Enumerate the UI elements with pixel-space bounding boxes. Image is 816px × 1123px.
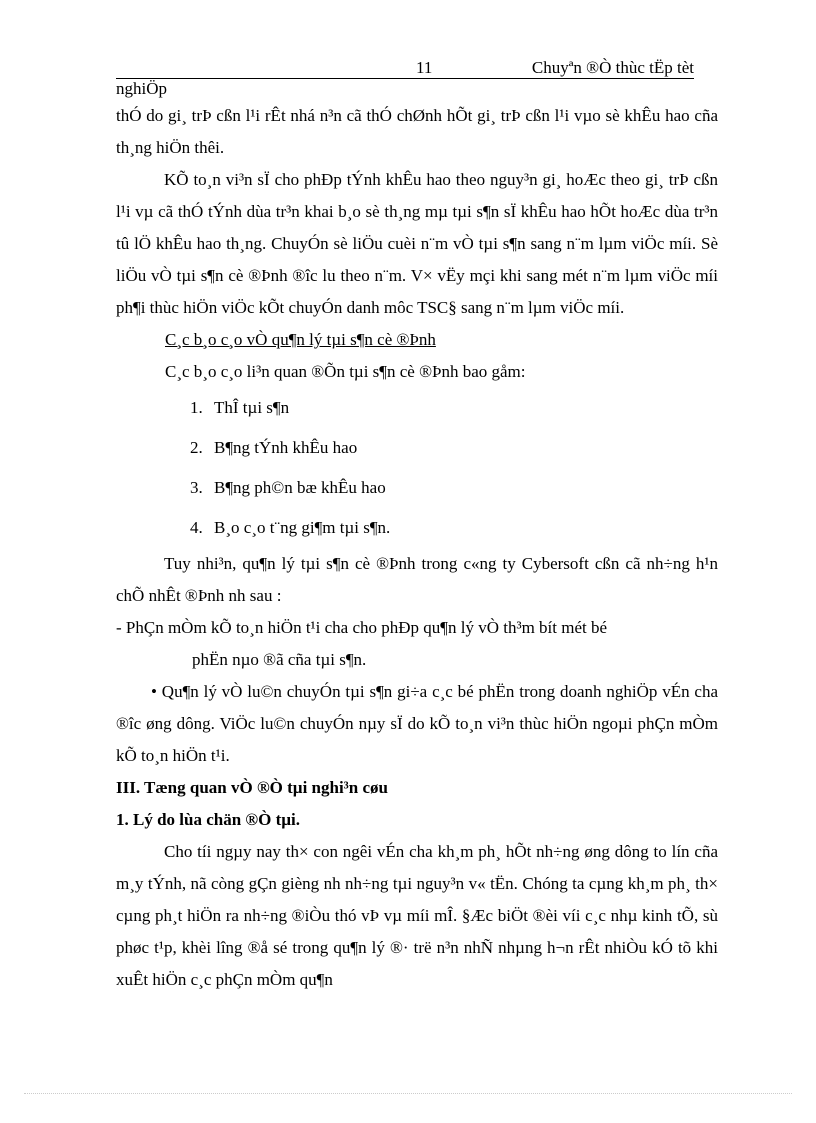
page-bottom-divider bbox=[24, 1093, 792, 1094]
paragraph: KÕ to¸n vi³n sÏ cho phÐp tÝnh khÊu hao theo nguy³n gi¸ hoÆc theo gi¸ trÞ cßn l¹i vµ cã thÓ tÝnh dùa tr³n khai b¸o sè th¸ng mµ tµi s¶n sÏ khÊu hao hÕt hoÆc dùa tr³n tû lÖ khÊu hao th¸ng. ChuyÓn sè liÖu cuèi n¨m vÒ tµi s¶n sang n¨m lµm viÖc míi. Sè liÖu vÒ tµi s¶n cè ®Þnh ®îc lu theo n¨m. V× vËy mçi khi sang mét n¨m lµm viÖc míi ph¶i thùc hiÖn viÖc kÕt chuyÓn danh môc TSC§ sang n¨m lµm viÖc míi. bbox=[116, 170, 718, 317]
document-body bbox=[116, 100, 718, 996]
page-header bbox=[116, 58, 718, 80]
header-title-continuation: nghiÖp bbox=[116, 79, 167, 98]
paragraph: thÓ do gi¸ trÞ cßn l¹i rÊt nhá n³n cã thÓ chØnh hÕt gi¸ trÞ cßn l¹i vµo sè khÊu hao cña th¸ng hiÖn thêi. bbox=[116, 106, 718, 157]
header-title: Chuyªn ®Ò thùc tËp tèt bbox=[531, 58, 694, 77]
section-heading: III. Tæng quan vÒ ®Ò tµi nghi³n cøu bbox=[116, 778, 388, 797]
header-rule bbox=[116, 78, 694, 79]
dash-list-item: - PhÇn mÒm kÕ to¸n hiÖn t¹i cha cho phÐp qu¶n lý vÒ th³m bít mét bé phËn nµo ®ã cña tµi s¶n. bbox=[116, 618, 608, 669]
list-item: 3. B¶ng ph©n bæ khÊu hao bbox=[190, 478, 386, 497]
paragraph-intro: C¸c b¸o c¸o li³n quan ®Õn tµi s¶n cè ®Þnh bao gåm: bbox=[165, 362, 526, 381]
list-item: 1. ThÎ tµi s¶n bbox=[190, 398, 290, 417]
bullet-list-item: • Qu¶n lý vÒ lu©n chuyÓn tµi s¶n gi÷a c¸c bé phËn trong doanh nghiÖp vÉn cha ®îc øng dông. ViÖc lu©n chuyÓn nµy sÏ do kÕ to¸n vi³n thùc hiÖn ngoµi phÇn mÒm kÕ to¸n hiÖn t¹i. bbox=[116, 682, 718, 765]
list-item: 2. B¶ng tÝnh khÊu hao bbox=[190, 438, 358, 457]
report-list bbox=[116, 388, 718, 548]
list-item: 4. B¸o c¸o t¨ng gi¶m tµi s¶n. bbox=[190, 518, 391, 537]
section-subheading: 1. Lý do lùa chän ®Ò tµi. bbox=[116, 810, 301, 829]
subheading-reports: C¸c b¸o c¸o vÒ qu¶n lý tµi s¶n cè ®Þnh bbox=[165, 330, 436, 349]
page-number: 11 bbox=[416, 58, 433, 77]
paragraph: Cho tíi ngµy nay th× con ngêi vÉn cha kh¸m ph¸ hÕt nh÷ng øng dông to lín cña m¸y tÝnh, nã còng gÇn gièng nh nh÷ng tµi nguy³n v« tËn. Chóng ta cµng kh¸m ph¸ th× cµng ph¸t hiÖn ra nh÷ng ®iÒu thó vÞ vµ míi mÎ. §Æc biÖt ®èi víi c¸c nhµ kinh tÕ, sù phøc t¹p, khèi lîng ®å sé trong qu¶n lý ®· trë n³n nhÑ nhµng h¬n rÊt nhiÒu kÓ tõ khi xuÊt hiÖn c¸c phÇn mÒm qu¶n bbox=[116, 842, 718, 989]
paragraph: Tuy nhi³n, qu¶n lý tµi s¶n cè ®Þnh trong c«ng ty Cybersoft cßn cã nh÷ng h¹n chÕ nhÊt ®Þnh nh sau : bbox=[116, 554, 718, 605]
